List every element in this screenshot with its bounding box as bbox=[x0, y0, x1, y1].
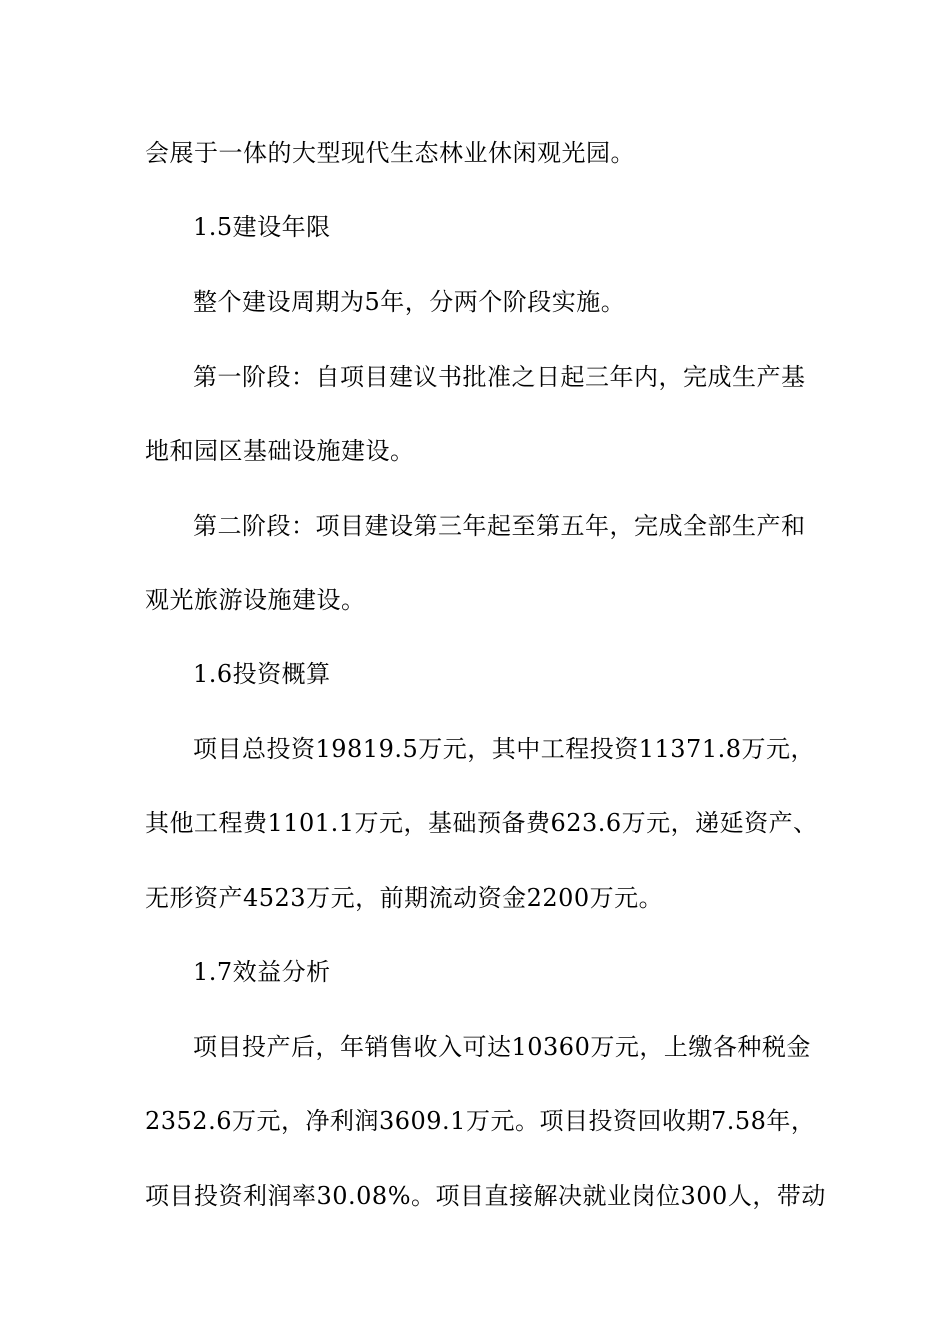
text-line-11: 无形资产4523万元，前期流动资金2200万元。 bbox=[145, 884, 664, 912]
text-line-9: 项目总投资19819.5万元，其中工程投资11371.8万元， bbox=[193, 735, 815, 763]
section-heading-1-5: 1.5建设年限 bbox=[193, 213, 331, 241]
text-line-5: 地和园区基础设施建设。 bbox=[145, 437, 415, 465]
text-line-14: 2352.6万元，净利润3609.1万元。项目投资回收期7.58年， bbox=[145, 1107, 816, 1135]
text-line-15: 项目投资利润率30.08%。项目直接解决就业岗位300人，带动 bbox=[145, 1182, 826, 1210]
section-heading-1-7: 1.7效益分析 bbox=[193, 958, 331, 986]
text-line-10: 其他工程费1101.1万元，基础预备费623.6万元，递延资产、 bbox=[145, 809, 818, 837]
text-line-1: 会展于一体的大型现代生态林业休闲观光园。 bbox=[145, 139, 635, 167]
text-line-4: 第一阶段：自项目建议书批准之日起三年内，完成生产基 bbox=[193, 363, 806, 391]
text-line-6: 第二阶段：项目建设第三年起至第五年，完成全部生产和 bbox=[193, 512, 806, 540]
text-line-3: 整个建设周期为5年，分两个阶段实施。 bbox=[193, 288, 626, 316]
text-line-7: 观光旅游设施建设。 bbox=[145, 586, 366, 614]
text-line-13: 项目投产后，年销售收入可达10360万元，上缴各种税金 bbox=[193, 1033, 811, 1061]
section-heading-1-6: 1.6投资概算 bbox=[193, 660, 331, 688]
